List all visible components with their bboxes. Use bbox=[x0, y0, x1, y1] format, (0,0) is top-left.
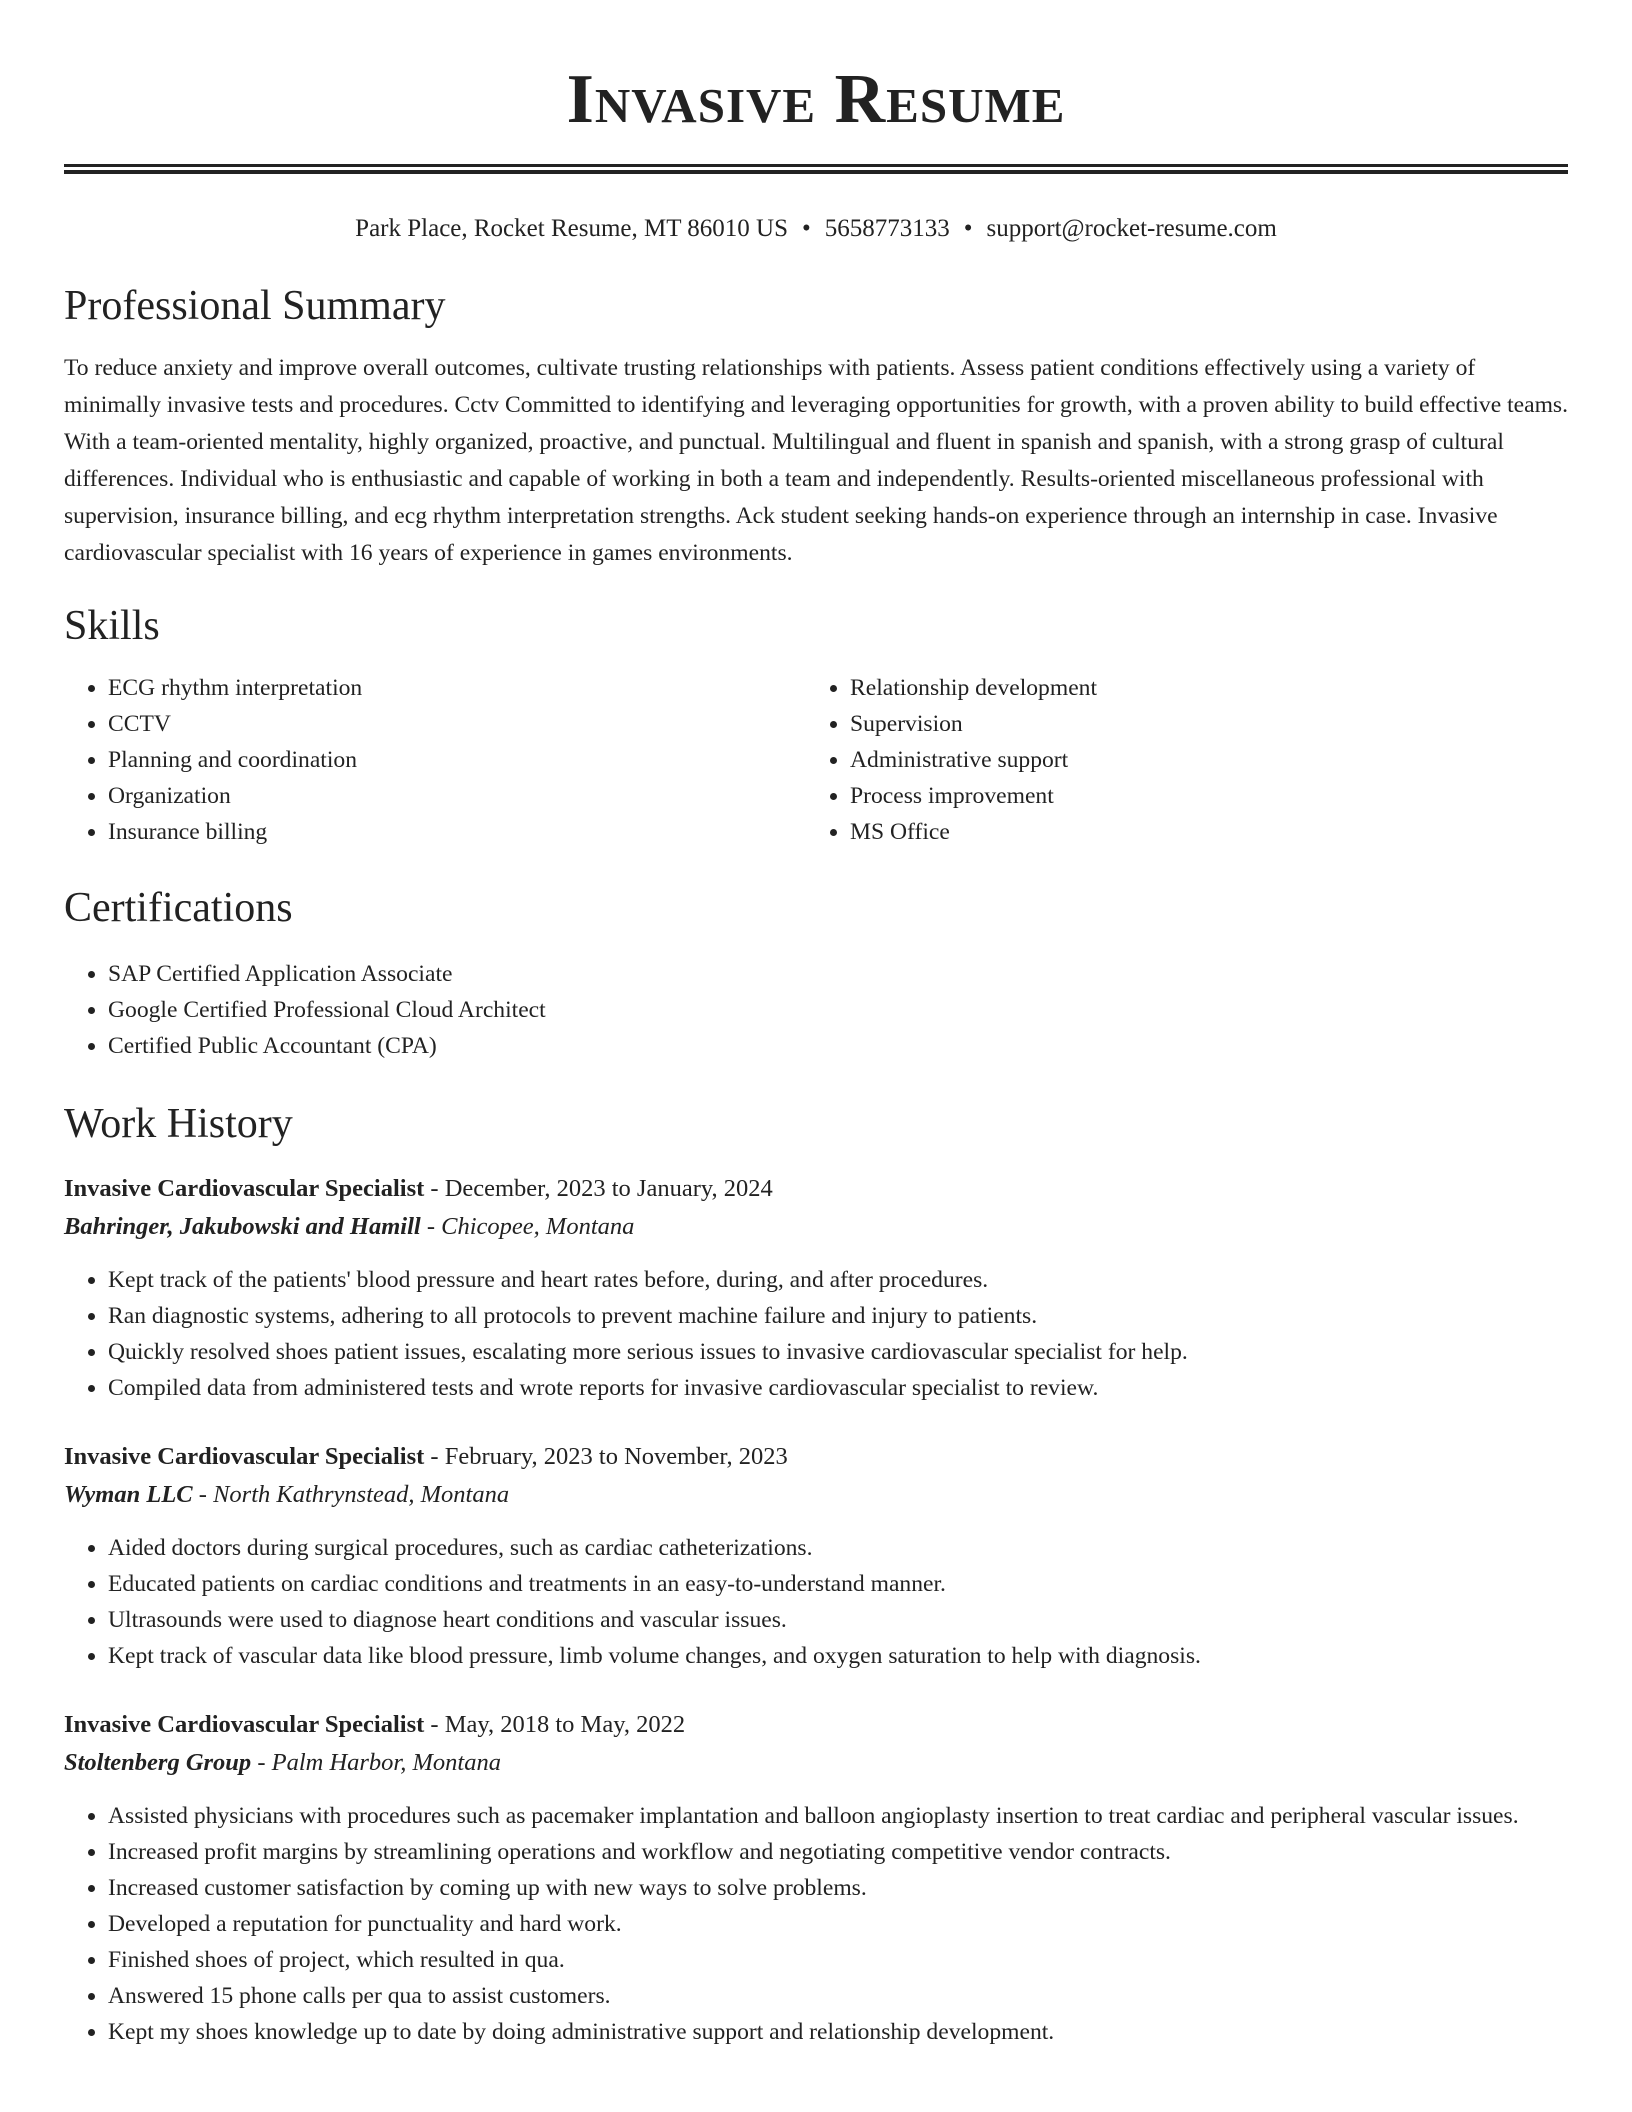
job-location: Palm Harbor, Montana bbox=[271, 1749, 501, 1776]
skill-item: • CCTV bbox=[108, 706, 806, 742]
job-bullet: • Increased customer satisfaction by coming up with new ways to solve problems. bbox=[108, 1870, 1568, 1906]
work-history-heading: Work History bbox=[64, 1101, 293, 1147]
job-bullet: • Educated patients on cardiac conditions and treatments in an easy-to-understand manner. bbox=[108, 1566, 1568, 1602]
job-bullets bbox=[64, 1798, 1568, 2050]
job-bullet: • Developed a reputation for punctuality and hard work. bbox=[108, 1906, 1568, 1942]
skill-item: • Process improvement bbox=[850, 778, 1548, 814]
job-title-line: Invasive Cardiovascular Specialist - May, 2018 to May, 2022 bbox=[64, 1711, 686, 1738]
job-company-line: Stoltenberg Group - Palm Harbor, Montana bbox=[64, 1749, 501, 1776]
job-bullet: • Compiled data from administered tests and wrote reports for invasive cardiovascular specialist to review. bbox=[108, 1370, 1568, 1406]
job-bullet: • Ran diagnostic systems, adhering to all protocols to prevent machine failure and injury to patients. bbox=[108, 1298, 1568, 1334]
contact-line bbox=[64, 212, 1568, 246]
resume-name: Invasive Resume bbox=[566, 61, 1066, 138]
job-location: North Kathrynstead, Montana bbox=[213, 1481, 510, 1508]
contact-separator: • bbox=[963, 215, 973, 242]
job-bullet: • Kept track of the patients' blood pressure and heart rates before, during, and after procedures. bbox=[108, 1262, 1568, 1298]
contact-separator: • bbox=[802, 215, 811, 242]
contact-email: support@rocket-resume.com bbox=[986, 215, 1277, 242]
skill-item: • Insurance billing bbox=[108, 814, 806, 850]
job-title-line: Invasive Cardiovascular Specialist - December, 2023 to January, 2024 bbox=[64, 1175, 773, 1202]
skill-item: • Administrative support bbox=[850, 742, 1548, 778]
skills-column-left bbox=[64, 670, 806, 850]
skills-list-left bbox=[64, 670, 806, 850]
summary-text: To reduce anxiety and improve overall outcomes, cultivate trusting relationships with patients. Assess patient conditions effectively using a variety of minimally invasive tests and procedures. Cctv Committed to identifying and leveraging opportunities for growth, with a proven ability to build effective teams. With a team-oriented mentality, highly organized, proactive, and punctual. Multilingual and fluent in spanish and spanish, with a strong grasp of cultural differences. Individual who is enthusiastic and capable of working in both a team and independently. Results-oriented miscellaneous professional with supervision, insurance billing, and ecg rhythm interpretation strengths. Ack student seeking hands-on experience through an internship in case. Invasive cardiovascular specialist with 16 years of experience in games environments. bbox=[64, 355, 1568, 566]
skills-list-right bbox=[806, 670, 1548, 850]
job-company: Bahringer, Jakubowski and Hamill bbox=[64, 1213, 421, 1240]
skill-item: • Supervision bbox=[850, 706, 1548, 742]
skill-item: • Relationship development bbox=[850, 670, 1548, 706]
job-bullet: • Increased profit margins by streamlining operations and workflow and negotiating competitive vendor contracts. bbox=[108, 1834, 1568, 1870]
certification-item: • Google Certified Professional Cloud Architect bbox=[108, 992, 1568, 1028]
job-bullet: • Aided doctors during surgical procedures, such as cardiac catheterizations. bbox=[108, 1530, 1568, 1566]
certifications-list bbox=[64, 956, 1568, 1064]
job-dates: December, 2023 to January, 2024 bbox=[444, 1175, 773, 1202]
skill-item: • Organization bbox=[108, 778, 806, 814]
certifications-heading: Certifications bbox=[64, 885, 293, 931]
job-company: Wyman LLC bbox=[64, 1481, 193, 1508]
job-dates: February, 2023 to November, 2023 bbox=[444, 1443, 788, 1470]
job-title: Invasive Cardiovascular Specialist bbox=[64, 1711, 425, 1738]
job-bullet: • Ultrasounds were used to diagnose heart conditions and vascular issues. bbox=[108, 1602, 1568, 1638]
skills-grid bbox=[64, 670, 1568, 850]
job-company-line: Wyman LLC - North Kathrynstead, Montana bbox=[64, 1481, 510, 1508]
job-dates: May, 2018 to May, 2022 bbox=[444, 1711, 686, 1738]
job-entry bbox=[64, 1438, 1568, 1674]
job-title: Invasive Cardiovascular Specialist bbox=[64, 1175, 425, 1202]
job-bullets bbox=[64, 1530, 1568, 1674]
job-bullets bbox=[64, 1262, 1568, 1406]
skills-column-right bbox=[806, 670, 1548, 850]
contact-phone: 5658773133 bbox=[824, 215, 950, 242]
job-location: Chicopee, Montana bbox=[441, 1213, 635, 1240]
skill-item: • ECG rhythm interpretation bbox=[108, 670, 806, 706]
job-company: Stoltenberg Group bbox=[64, 1749, 252, 1776]
job-title: Invasive Cardiovascular Specialist bbox=[64, 1443, 425, 1470]
summary-heading: Professional Summary bbox=[64, 283, 446, 329]
certification-item: • SAP Certified Application Associate bbox=[108, 956, 1568, 992]
job-entry bbox=[64, 1170, 1568, 1406]
job-bullet: • Answered 15 phone calls per qua to assist customers. bbox=[108, 1978, 1568, 2014]
job-company-line: Bahringer, Jakubowski and Hamill - Chicopee, Montana bbox=[64, 1213, 635, 1240]
skills-heading: Skills bbox=[64, 603, 160, 649]
job-bullet: • Quickly resolved shoes patient issues, escalating more serious issues to invasive cardiovascular specialist for help. bbox=[108, 1334, 1568, 1370]
job-entry bbox=[64, 1706, 1568, 2050]
skill-item: • Planning and coordination bbox=[108, 742, 806, 778]
job-bullet: • Kept track of vascular data like blood pressure, limb volume changes, and oxygen saturation to help with diagnosis. bbox=[108, 1638, 1568, 1674]
skill-item: • MS Office bbox=[850, 814, 1548, 850]
certification-item: • Certified Public Accountant (CPA) bbox=[108, 1028, 1568, 1064]
header-double-rule bbox=[64, 164, 1568, 174]
job-bullet: • Assisted physicians with procedures such as pacemaker implantation and balloon angioplasty insertion to treat cardiac and peripheral vascular issues. bbox=[108, 1798, 1568, 1834]
contact-address: Park Place, Rocket Resume, MT 86010 US bbox=[355, 215, 788, 242]
job-title-line: Invasive Cardiovascular Specialist - February, 2023 to November, 2023 bbox=[64, 1443, 788, 1470]
job-bullet: • Kept my shoes knowledge up to date by doing administrative support and relationship development. bbox=[108, 2014, 1568, 2050]
job-bullet: • Finished shoes of project, which resulted in qua. bbox=[108, 1942, 1568, 1978]
